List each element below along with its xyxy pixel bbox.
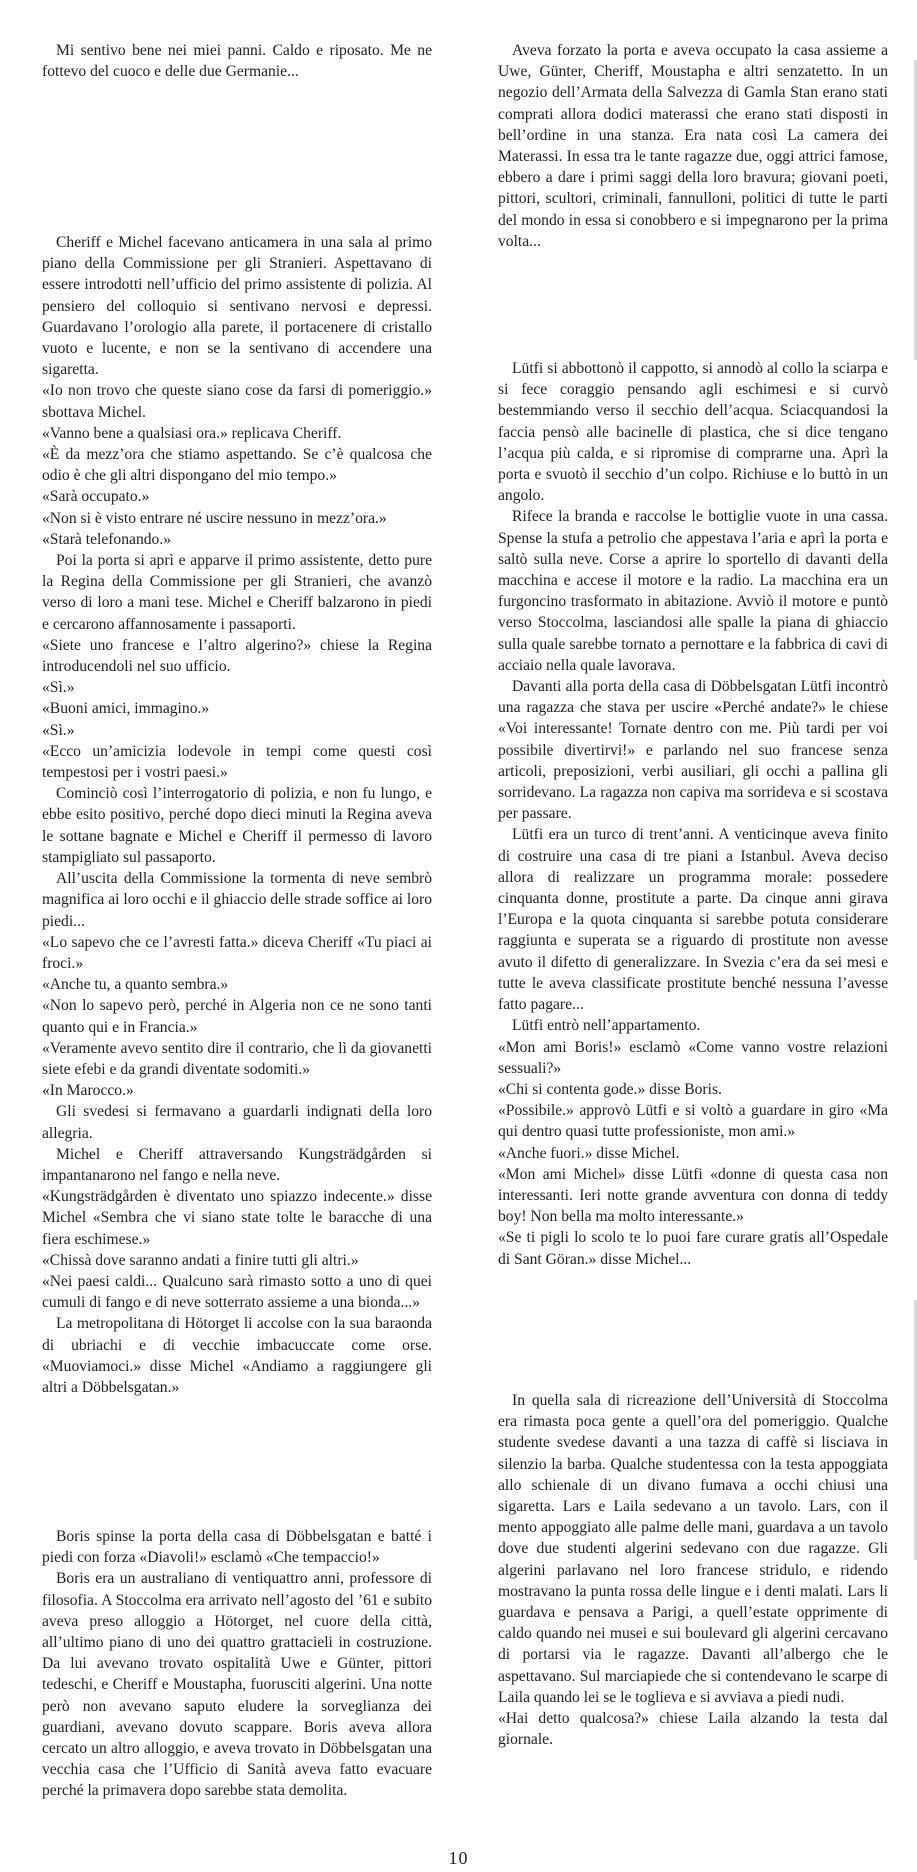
paragraph: Lütfi si abbottonò il cappotto, si annodò al collo la sciarpa e si fece coraggio pensando agli eschimesi e si curvò bestemmiando verso il secchio dell’acqua. Sciacquandosi la faccia pensò alle bacinelle di plastica, che si dice tengano l’acqua più calda, e si ripromise di comprarne una. Aprì la porta e svuotò il secchio d’un colpo. Richiuse e lo buttò in un angolo.: [498, 360, 888, 505]
page-number: 10: [448, 1848, 469, 1868]
paragraph: «Chi si contenta gode.» disse Boris.: [498, 1080, 722, 1098]
paragraph: Aveva forzato la porta e aveva occupato la casa assieme a Uwe, Günter, Cheriff, Moustapha e altri senzatetto. In un negozio dell’Armata della Salvezza di Gamla Stan erano stati comprati allora dodici materassi che erano stati disposti in bell’ordine in una stanza. Era nata così La camera dei Materassi. In essa tra le tante ragazze due, oggi attrici famose, ebbero a dare i primi saggi della loro bravura; giovani poeti, pittori, scultori, criminali, fannulloni, politici di tutte le parti del mondo in essa si conobbero e si impegnarono per la prima volta...: [498, 42, 888, 250]
paragraph: Cheriff e Michel facevano anticamera in una sala al primo piano della Commissione per gli Stranieri. Aspettavano di essere introdotti nell’ufficio del primo assistente di polizia. Al pensiero del colloquio si sentivano nervosi e depressi. Guardavano l’orologio alla parete, il portacenere di cristallo vuoto e lucente, e non se la sentivano di accendere una sigaretta.: [42, 234, 432, 379]
paragraph: «In Marocco.»: [42, 1082, 134, 1100]
paragraph: «Io non trovo che queste siano cose da farsi di pomeriggio.» sbottava Michel.: [42, 382, 432, 421]
paragraph: «Kungsträdgården è diventato uno spiazzo indecente.» disse Michel «Sembra che vi siano state tolte le baracche di una fiera eschimese.»: [42, 1188, 432, 1248]
paragraph: Rifece la branda e raccolse le bottiglie vuote in una cassa. Spense la stufa a petrolio che appestava l’aria e aprì la porta e saltò sulla neve. Corse a aprire lo sportello di davanti della macchina e accese il motore e la radio. La macchina era un furgoncino trasformato in abitazione. Avviò il motore e puntò verso Stoccolma, lasciandosi alle spalle la piana di ghiaccio sulla quale sarebbe tornato a pernottare e la fabbrica di cavi di acciaio nella quale lavorava.: [498, 508, 888, 674]
paragraph: «Lo sapevo che ce l’avresti fatta.» diceva Cheriff «Tu piaci ai froci.»: [42, 933, 432, 972]
paragraph: In quella sala di ricreazione dell’Università di Stoccolma era rimasta poca gente a quell’ora del pomeriggio. Qualche studente svedese davanti a una tazza di caffè si lisciava in silenzio la barba. Qualche studentessa con la testa appoggiata allo schienale di un divano fumava a occhi chiusi una sigaretta. Lars e Laila sedevano a un tavolo. Lars, con il mento appoggiato alle palme delle mani, guardava a un tavolo dove due studenti algerini sedevano con due ragazze. Gli algerini parlavano nel loro francese stridulo, e ridendo mostravano la punta rossa delle lingue e i denti malati. Lars li guardava e pensava a Parigi, a quell’estate opprimente di caldo quando nei musei e sui boulevard gli algerini cercavano di portarsi via le ragazze. Davanti all’albergo che le aspettavano. Sul marciapiede che si contendevano le scarpe di Laila quando lei se le toglieva e si avviava a piedi nudi.: [498, 1392, 888, 1706]
paragraph: «Chissà dove saranno andati a finire tutti gli altri.»: [42, 1251, 359, 1269]
left-block-3: [42, 1526, 432, 1802]
paragraph: «Sarà occupato.»: [42, 488, 150, 506]
paragraph: «Anche tu, a quanto sembra.»: [42, 976, 229, 994]
paragraph: Mi sentivo bene nei miei panni. Caldo e riposato. Me ne fottevo del cuoco e delle due Germanie...: [42, 42, 432, 81]
paragraph: «Non si è visto entrare né uscire nessuno in mezz’ora.»: [42, 509, 387, 527]
paragraph: «Buoni amici, immagino.»: [42, 700, 210, 718]
paragraph: «Sì.»: [42, 679, 75, 697]
paragraph: «Non lo sapevo però, perché in Algeria non ce ne sono tanti quanto qui e in Francia.»: [42, 997, 432, 1036]
left-block-1: [42, 40, 432, 82]
paragraph: «Possibile.» approvò Lütfi e si voltò a guardare in giro «Ma qui dentro quasi tutte professioniste, mon ami.»: [498, 1102, 888, 1141]
paragraph: Cominciò così l’interrogatorio di polizia, e non fu lungo, e ebbe esito positivo, perché dopo dieci minuti la Regina aveva le sottane bagnate e Michel e Cheriff il permesso di lavoro stampigliato sul passaporto.: [42, 785, 432, 866]
paragraph: «Nei paesi caldi... Qualcuno sarà rimasto sotto a uno di quei cumuli di fango e di neve sotterrato assieme a una bionda...»: [42, 1272, 432, 1312]
right-block-3: [498, 1390, 888, 1750]
left-block-2: [42, 232, 432, 1398]
paragraph: «Mon ami Boris!» esclamò «Come vanno vostre relazioni sessuali?»: [498, 1038, 888, 1077]
paragraph: Michel e Cheriff attraversando Kungsträdgården si impantanarono nel fango e nella neve.: [42, 1145, 432, 1184]
right-block-2: [498, 358, 888, 1270]
paragraph: Boris era un australiano di ventiquattro anni, professore di filosofia. A Stoccolma era arrivato nell’agosto del ’61 e subito aveva preso alloggio a Hötorget, nel cuore della città, all’ultimo piano di uno dei quattro grattacieli in costruzione. Da lui avevano trovato ospitalità Uwe e Günter, pittori tedeschi, e Cheriff e Moustapha, fuorusciti algerini. Una notte però non avevano saputo eludere la sorveglianza dei guardiani, avevano dovuto scappare. Boris aveva allora cercato un altro alloggio, e aveva trovato in Döbbelsgatan una vecchia casa che l’Ufficio di Sanità aveva fatto evacuare perché la primavera dopo sarebbe stata demolita.: [42, 1570, 432, 1800]
right-block-1: [498, 40, 888, 252]
paragraph: Gli svedesi si fermavano a guardarli indignati della loro allegria.: [42, 1103, 432, 1142]
paragraph: «Siete uno francese e l’altro algerino?» chiese la Regina introducendoli nel suo ufficio.: [42, 636, 432, 676]
paragraph: «Anche fuori.» disse Michel.: [498, 1144, 680, 1162]
paragraph: Davanti alla porta della casa di Döbbelsgatan Lütfi incontrò una ragazza che stava per uscire «Perché andate?» le chiese «Voi interessante! Tornate dentro con me. Più tardi per voi possibile divertirvi!» e parlando nel suo francese senza articoli, preposizioni, verbi ausiliari, gli occhi a pallina gli sorridevano. La ragazza non capiva ma sorrideva e si scostava per passare.: [498, 678, 888, 823]
paragraph: Boris spinse la porta della casa di Döbbelsgatan e batté i piedi con forza «Diavoli!» esclamò «Che tempaccio!»: [42, 1528, 432, 1567]
paragraph: «Sì.»: [42, 721, 75, 739]
paragraph: «Mon ami Michel» disse Lütfi «donne di questa casa non interessanti. Ieri notte grande avventura con donna di teddy boy! Non bella ma molto interessante.»: [498, 1165, 888, 1226]
paragraph: «Starà telefonando.»: [42, 530, 172, 548]
paragraph: «Hai detto qualcosa?» chiese Laila alzando la testa dal giornale.: [498, 1710, 888, 1749]
paragraph: All’uscita della Commissione la tormenta di neve sembrò magnifica ai loro occhi e il ghiaccio delle strade soffice ai loro piedi...: [42, 870, 432, 930]
paragraph: Poi la porta si aprì e apparve il primo assistente, detto pure la Regina della Commissione per gli Stranieri, che avanzò verso di loro a mani tese. Michel e Cheriff balzarono in piedi e cercarono affannosamente i passaporti.: [42, 552, 432, 633]
paragraph: «Se ti pigli lo scolo te lo puoi fare curare gratis all’Ospedale di Sant Göran.» disse Michel...: [498, 1229, 888, 1268]
paragraph: Lütfi entrò nell’appartamento.: [512, 1017, 701, 1035]
paragraph: Lütfi era un turco di trent’anni. A venticinque aveva finito di costruire una casa di tre piani a Istanbul. Aveva deciso allora di realizzare un programma morale: possedere cinquanta donne, prostitute a parte. Da cinque anni girava l’Europa e la quota cinquanta si sarebbe potuta considerare raggiunta e superata se a riguardo di prostitute non avesse avuto il difetto di generalizzare. In Svezia c’era da sei mesi e tutte le aveva classificate prostitute benché nessuna l’avesse fatto pagare...: [498, 826, 888, 1014]
paragraph: «Veramente avevo sentito dire il contrario, che lì da giovanetti siete efebi e da grandi diventate sodomiti.»: [42, 1039, 432, 1078]
paragraph: La metropolitana di Hötorget li accolse con la sua baraonda di ubriachi e di vecchie imbacuccate come orse. «Muoviamoci.» disse Michel «Andiamo a raggiungere gli altri a Döbbelsgatan.»: [42, 1315, 432, 1396]
paragraph: «Ecco un’amicizia lodevole in tempi come questi così tempestosi per i vostri paesi.»: [42, 742, 432, 782]
paragraph: «È da mezz’ora che stiamo aspettando. Se c’è qualcosa che odio è che gli altri dispongano del mio tempo.»: [42, 446, 432, 485]
paragraph: «Vanno bene a qualsiasi ora.» replicava Cheriff.: [42, 424, 342, 442]
